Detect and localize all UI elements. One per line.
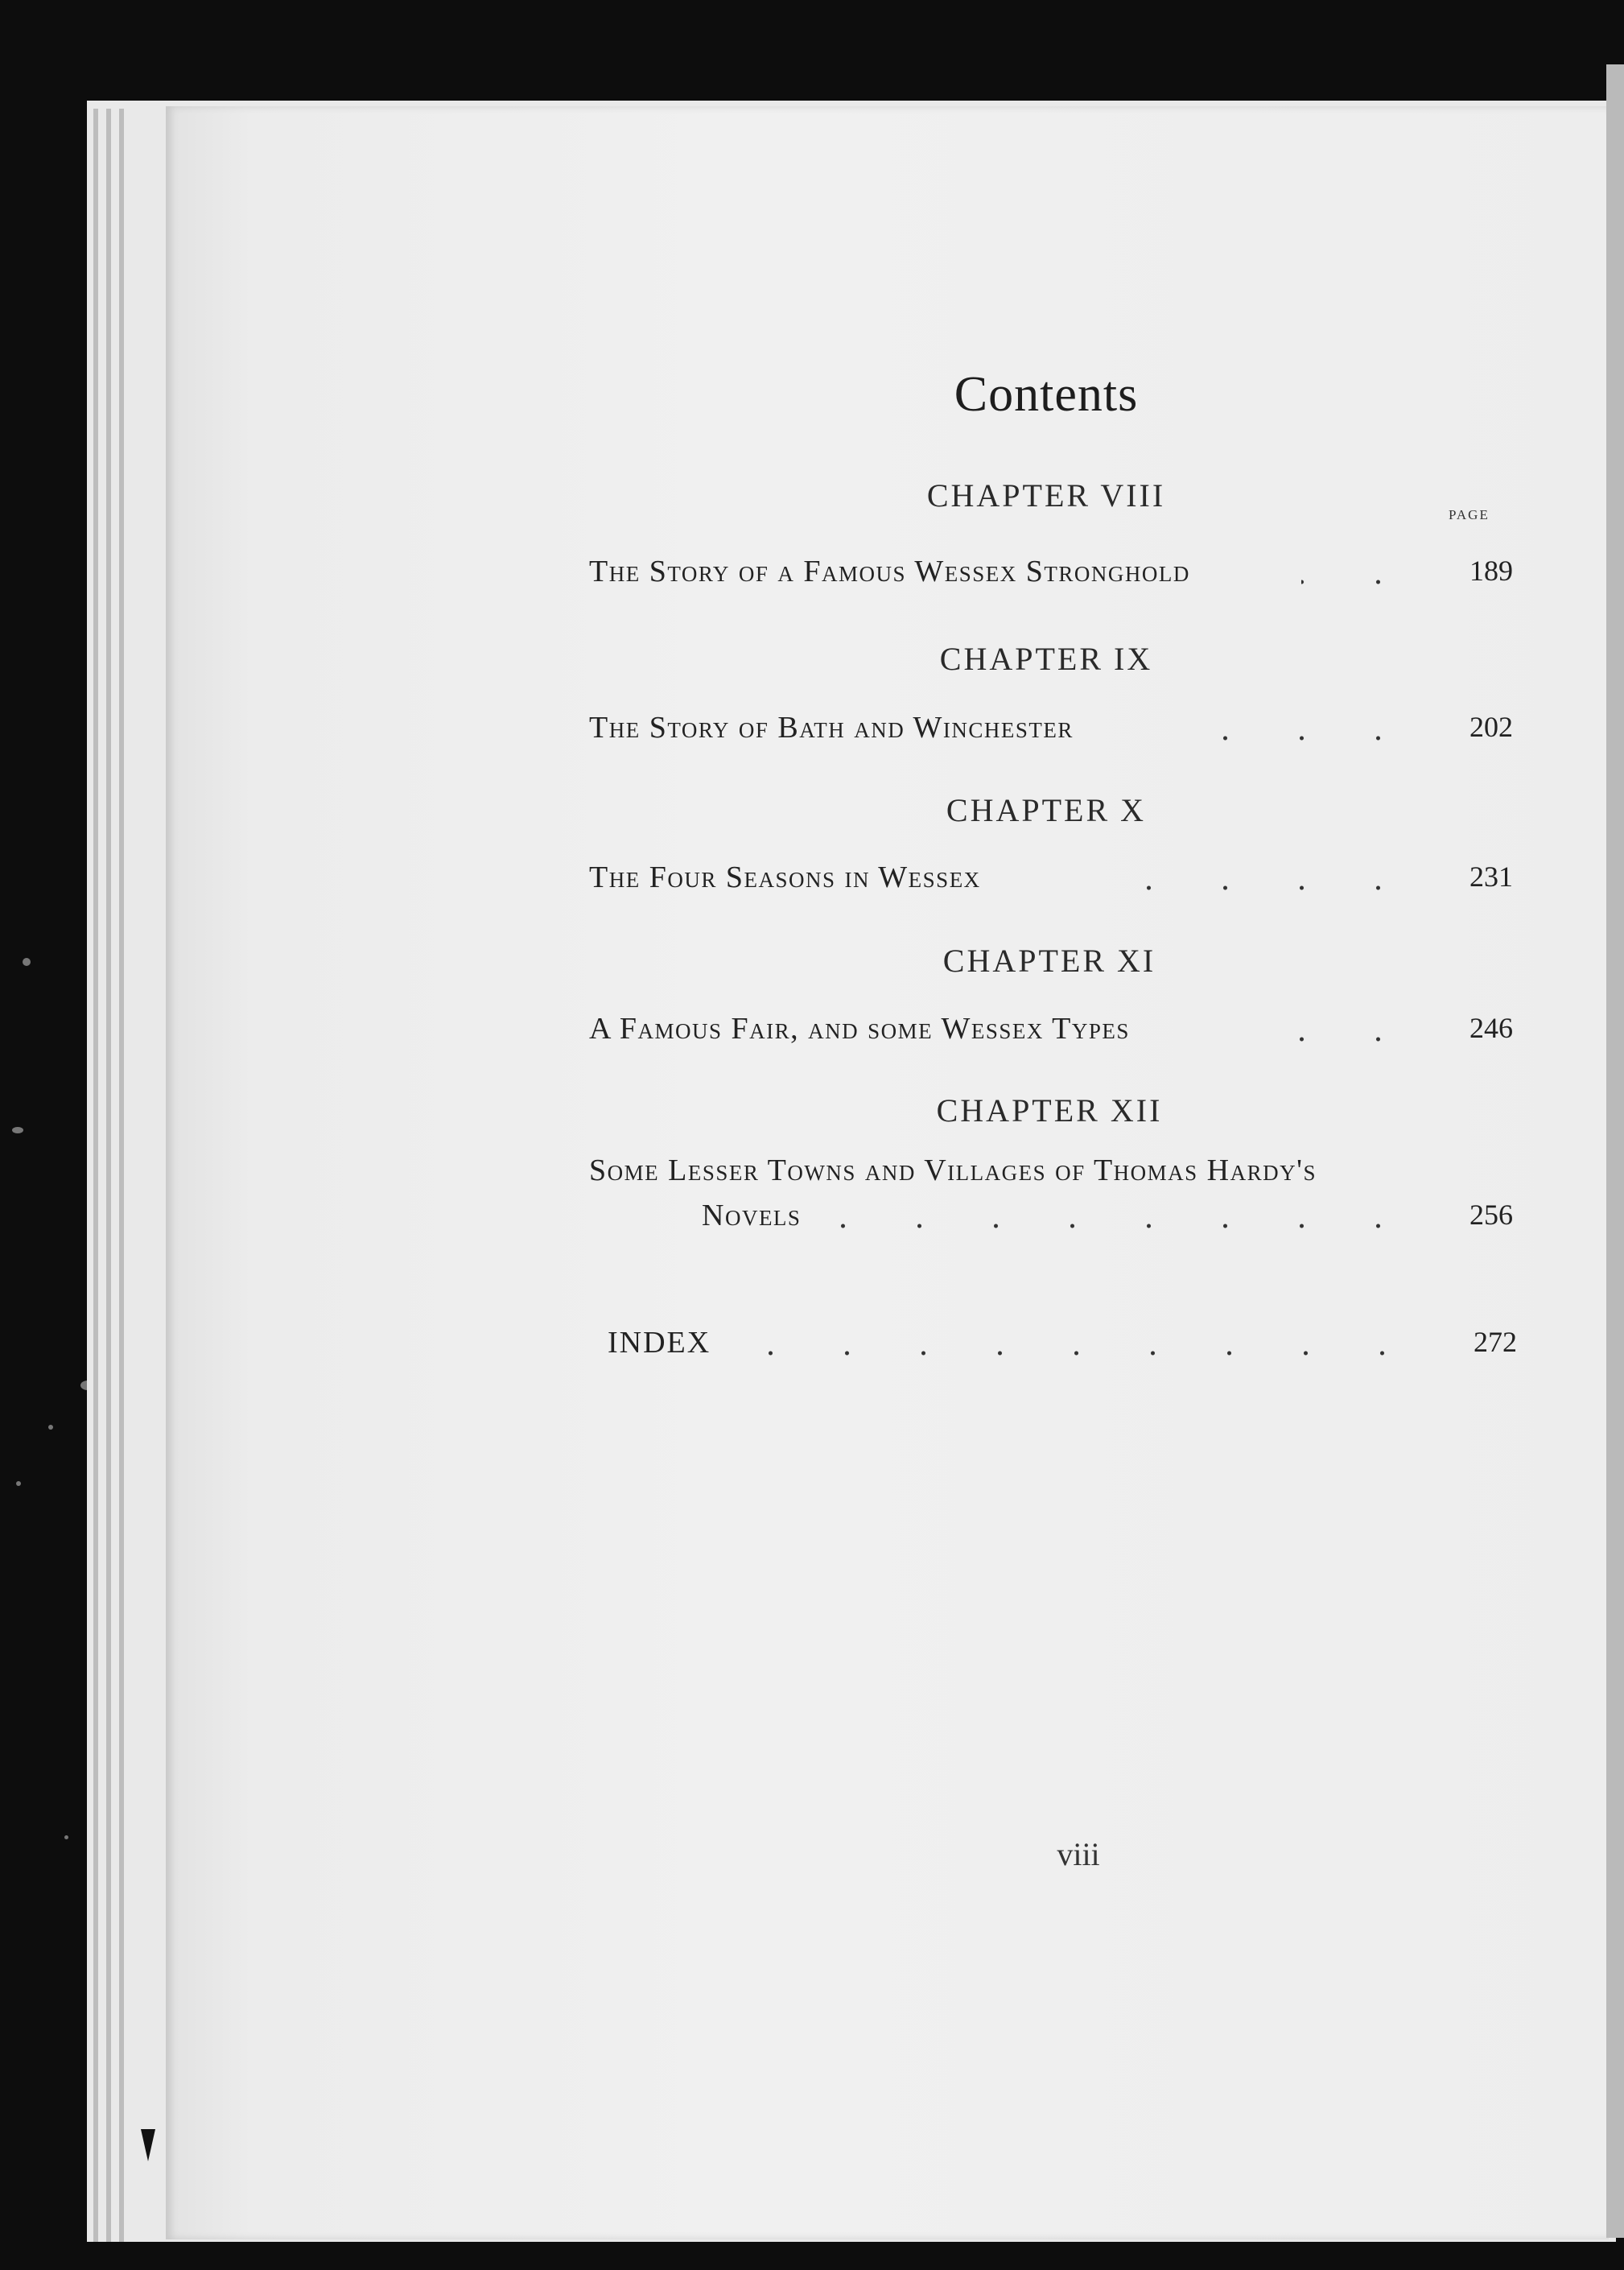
toc-entry-title: A Famous Fair, and some Wessex Types bbox=[589, 1012, 1130, 1046]
scan-speck bbox=[23, 958, 31, 966]
toc-entry-title: Some Lesser Towns and Villages of Thomas Hardy's bbox=[589, 1154, 1317, 1187]
toc-entry-title: The Four Seasons in Wessex bbox=[589, 861, 981, 894]
toc-entry-page: 231 bbox=[1469, 861, 1513, 893]
scan-speck bbox=[16, 1481, 21, 1486]
chapter-heading: CHAPTER VIII bbox=[926, 477, 1166, 514]
toc-entry bbox=[589, 1185, 1513, 1233]
toc-entry-title: The Story of a Famous Wessex Stronghold bbox=[589, 555, 1190, 588]
toc-entry-page: 202 bbox=[1469, 711, 1513, 743]
toc-entry bbox=[589, 998, 1513, 1046]
page-edge bbox=[106, 109, 111, 2242]
page-edge bbox=[93, 109, 98, 2242]
dot-leader bbox=[831, 1222, 1416, 1230]
chapter-heading: CHAPTER X bbox=[946, 792, 1147, 828]
toc-entry-title-continued: Novels bbox=[702, 1199, 802, 1232]
scan-speck bbox=[48, 1425, 53, 1430]
page-edge bbox=[119, 109, 124, 2242]
scan-border bbox=[1606, 64, 1624, 2238]
scan-speck bbox=[64, 1835, 68, 1839]
scan-speck bbox=[12, 1127, 23, 1133]
dot-leader bbox=[1088, 884, 1416, 892]
dot-leader bbox=[1301, 578, 1416, 586]
chapter-heading: CHAPTER IX bbox=[939, 641, 1153, 677]
dot-leader bbox=[728, 1349, 1420, 1357]
toc-entry bbox=[589, 541, 1513, 589]
chapter-heading: CHAPTER XII bbox=[936, 1092, 1163, 1129]
dot-leader bbox=[1217, 734, 1416, 742]
toc-entry bbox=[589, 847, 1513, 895]
index-page: 272 bbox=[1474, 1326, 1517, 1358]
toc-entry bbox=[589, 697, 1513, 745]
toc-entry-page: 189 bbox=[1469, 555, 1513, 587]
spine-mark bbox=[141, 2129, 155, 2161]
toc-entry-page: 256 bbox=[1469, 1199, 1513, 1231]
toc-entry-line bbox=[589, 1140, 1513, 1188]
toc-entry-page: 246 bbox=[1469, 1012, 1513, 1044]
chapter-heading: CHAPTER XI bbox=[942, 943, 1156, 979]
page-title: Contents bbox=[954, 367, 1139, 422]
page-column-label: PAGE bbox=[1449, 507, 1490, 522]
dot-leader bbox=[1249, 1035, 1416, 1043]
toc-entry-title: The Story of Bath and Winchester bbox=[589, 711, 1074, 745]
toc-entry-index bbox=[608, 1312, 1517, 1360]
page-number: viii bbox=[1057, 1836, 1100, 1872]
index-label: INDEX bbox=[608, 1326, 711, 1360]
